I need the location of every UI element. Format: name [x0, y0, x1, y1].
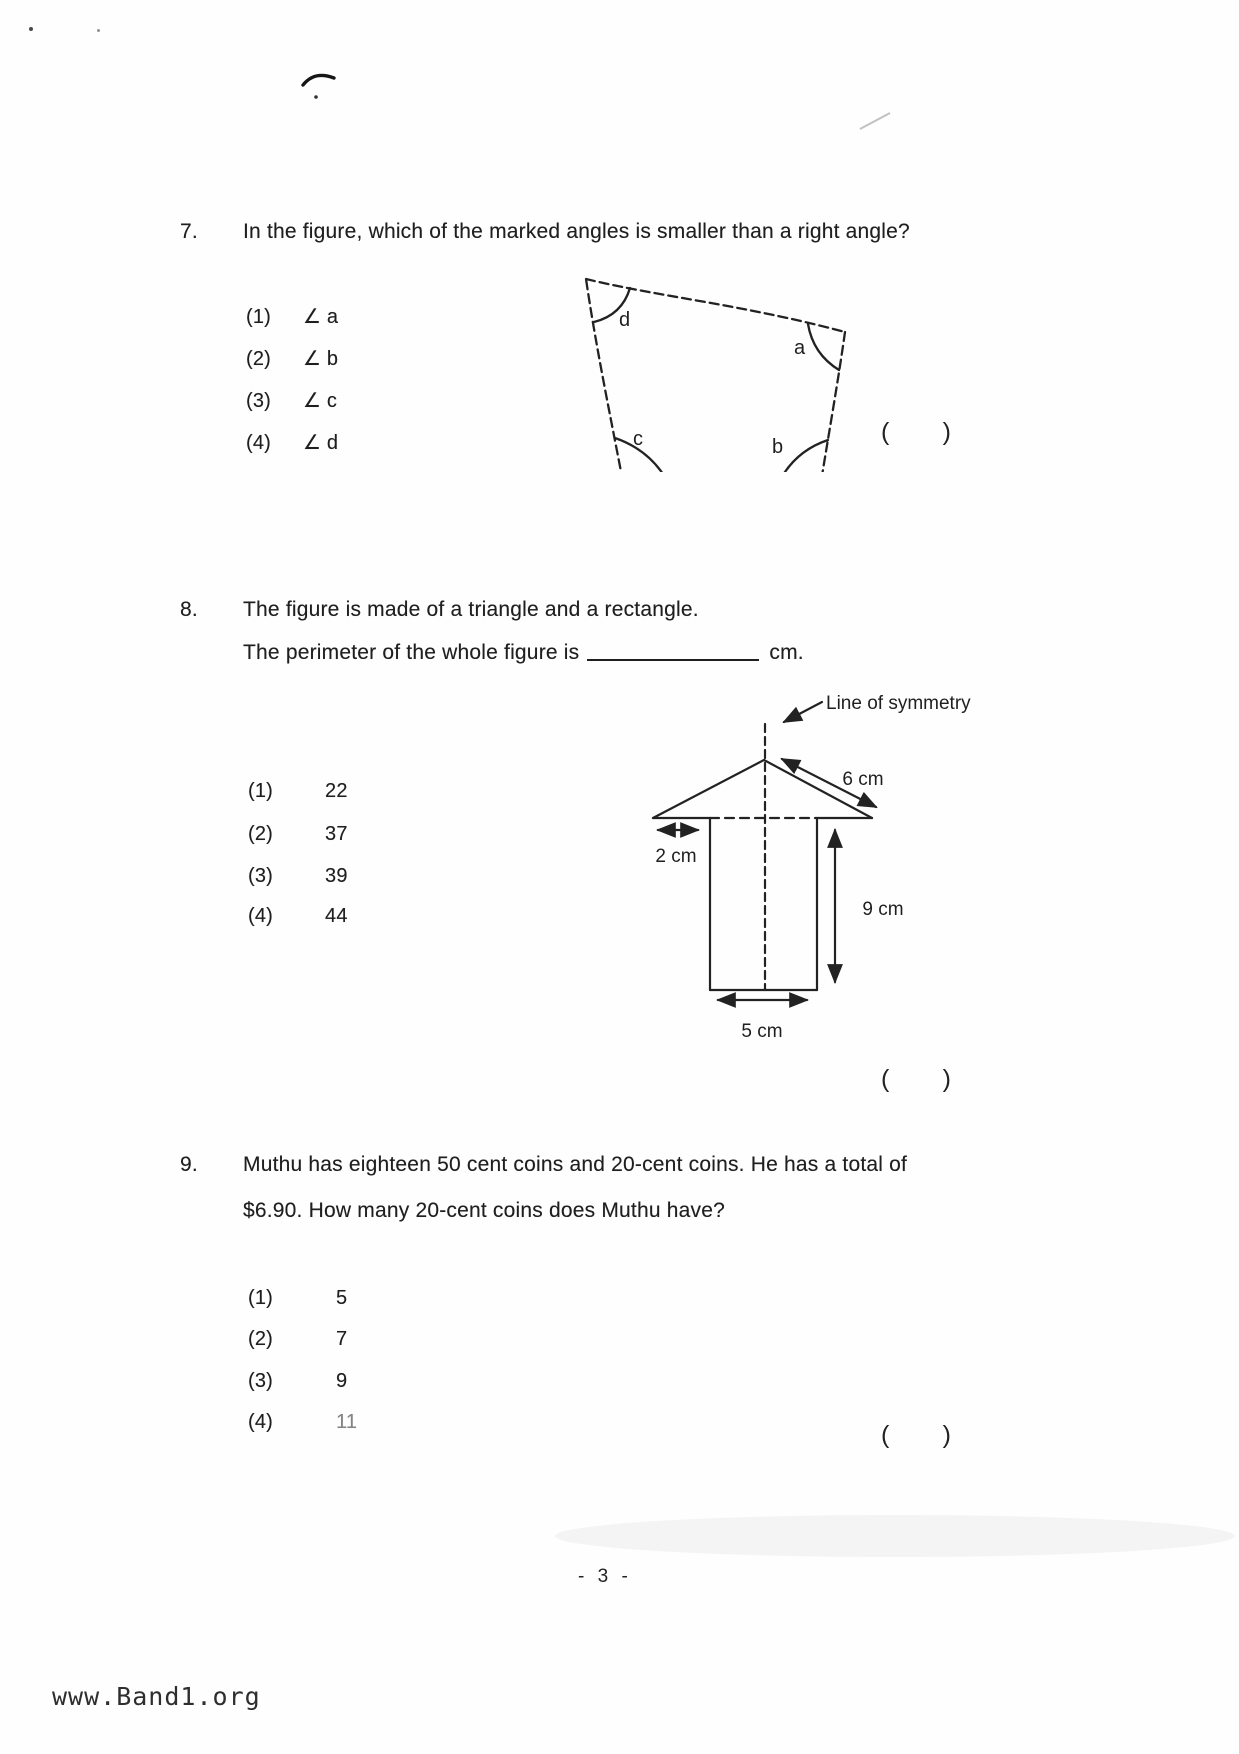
quad-edge-right [821, 332, 845, 472]
q7-quadrilateral-figure [500, 242, 920, 472]
q9-option3-label: (3) [248, 1370, 274, 1392]
scan-smudge [555, 1515, 1235, 1557]
q7-option1-value: ∠ a [303, 306, 339, 328]
q9-bracket-close: ) [942, 1421, 951, 1449]
q8-line2-prefix: The perimeter of the whole figure is [243, 641, 580, 664]
q9-option1-label: (1) [248, 1287, 274, 1309]
q7-answer-bracket [881, 418, 951, 447]
q8-line2-suffix: cm. [769, 641, 804, 664]
q7-option2-label: (2) [246, 348, 272, 370]
angle-label-a: a [794, 337, 806, 359]
q9-option4-label: (4) [248, 1411, 274, 1433]
q9-option2-value: 7 [336, 1328, 348, 1350]
q9-option1-value: 5 [336, 1287, 348, 1309]
q9-option4-value: 11 [336, 1411, 358, 1433]
q8-number: 8. [180, 598, 198, 621]
q8-option4-value: 44 [325, 905, 348, 927]
base-dim-label: 5 cm [741, 1021, 783, 1042]
angle-arc-b [779, 440, 828, 472]
scan-speck [97, 29, 100, 32]
slant-dim-label: 6 cm [842, 769, 884, 790]
q9-bracket-open: ( [881, 1421, 890, 1449]
roof-left-edge [653, 760, 764, 818]
scan-speck [29, 27, 33, 31]
q8-bracket-close: ) [942, 1065, 951, 1093]
answer-blank-line [587, 659, 759, 661]
symmetry-label: Line of symmetry [826, 693, 971, 714]
q8-bracket-open: ( [881, 1065, 890, 1093]
angle-label-b: b [772, 436, 784, 458]
q8-figure [580, 688, 1000, 1058]
q9-text-line1: Muthu has eighteen 50 cent coins and 20-cent coins. He has a total of [243, 1153, 908, 1176]
angle-label-d: d [619, 309, 631, 331]
angle-arc-a [808, 324, 839, 370]
q9-number: 9. [180, 1153, 198, 1176]
q8-option2-value: 37 [325, 823, 348, 845]
q7-bracket-open: ( [881, 418, 890, 446]
q8-option2-label: (2) [248, 823, 274, 845]
q8-option1-label: (1) [248, 780, 274, 802]
q7-text: In the figure, which of the marked angles is smaller than a right angle? [243, 220, 910, 243]
q7-option2-value: ∠ b [303, 348, 339, 370]
symmetry-leader-arrow [784, 702, 822, 722]
q8-option1-value: 22 [325, 780, 348, 802]
q9-option2-label: (2) [248, 1328, 274, 1350]
site-watermark: www.Band1.org [52, 1682, 261, 1711]
q7-option4-label: (4) [246, 432, 272, 454]
page-number: - 3 - [578, 1566, 632, 1587]
q8-option3-label: (3) [248, 865, 274, 887]
q8-answer-bracket [881, 1065, 951, 1094]
q9-answer-bracket [881, 1421, 951, 1450]
q9-text-line2: $6.90. How many 20-cent coins does Muthu have? [243, 1199, 725, 1222]
q7-option3-value: ∠ c [303, 390, 338, 412]
q8-option4-label: (4) [248, 905, 274, 927]
q7-bracket-close: ) [942, 418, 951, 446]
scan-squiggle-mark [300, 70, 340, 102]
overhang-dim-label: 2 cm [655, 846, 697, 867]
q7-option3-label: (3) [246, 390, 272, 412]
angle-label-c: c [633, 428, 643, 450]
q8-text-line2 [243, 641, 804, 665]
q7-option4-value: ∠ d [303, 432, 339, 454]
q7-option1-label: (1) [246, 306, 272, 328]
height-dim-label: 9 cm [862, 899, 904, 920]
q7-number: 7. [180, 220, 198, 243]
scan-streak [860, 112, 891, 130]
q8-option3-value: 39 [325, 865, 348, 887]
q9-option3-value: 9 [336, 1370, 348, 1392]
q8-text-line1: The figure is made of a triangle and a rectangle. [243, 598, 699, 621]
